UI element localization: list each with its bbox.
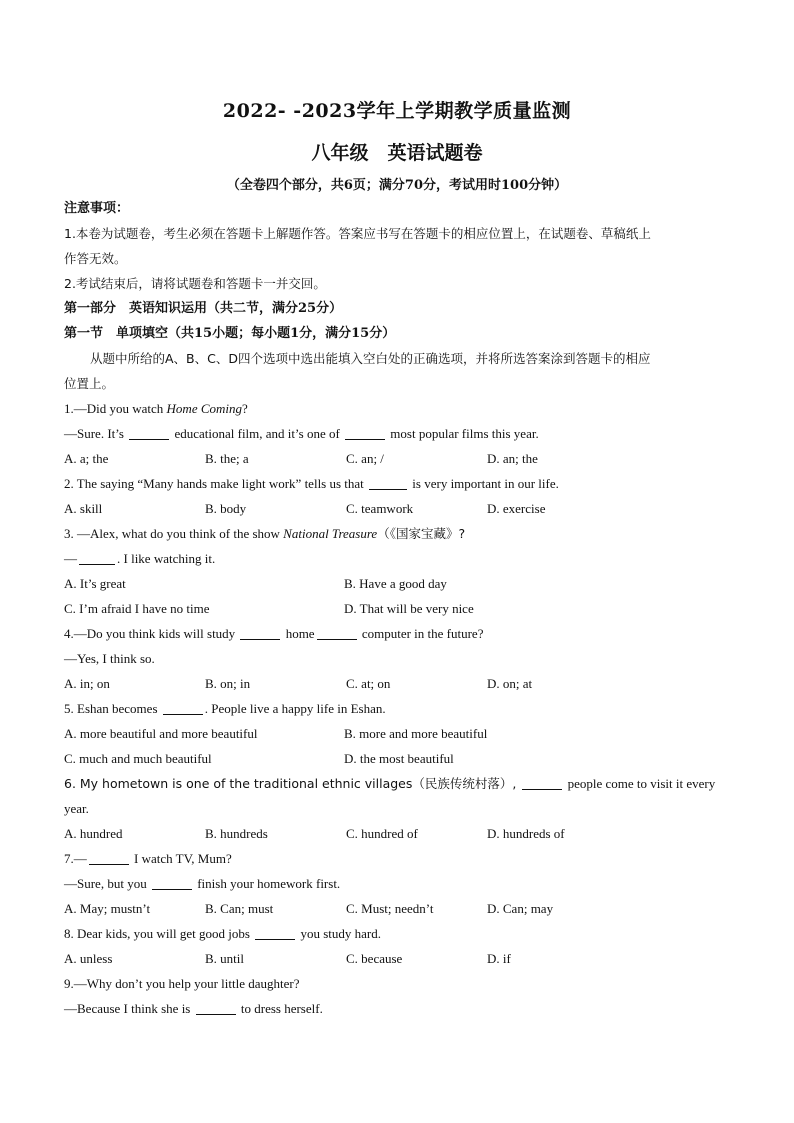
option-d: D. That will be very nice <box>344 601 474 616</box>
question-2-options <box>64 496 730 521</box>
question-1-response: —Sure. It’s educational film, and it’s one of most popular films this year. <box>64 426 539 441</box>
notice-item-1-cont: 作答无效。 <box>64 251 127 266</box>
question-6-options <box>64 821 730 846</box>
question-5-prompt: 5. Eshan becomes . People live a happy life in Eshan. <box>64 701 386 716</box>
option-a: A. a; the <box>64 451 109 466</box>
answer-blank <box>369 475 407 490</box>
section-instruction-cont: 位置上。 <box>64 376 115 391</box>
option-a: A. skill <box>64 501 103 516</box>
option-d: D. if <box>487 951 511 966</box>
question-2-prompt: 2. The saying “Many hands make light work” tells us that is very important in our life. <box>64 476 559 491</box>
option-a: A. hundred <box>64 826 123 841</box>
exam-info: （全卷四个部分，共6页；满分70分，考试用时100分钟） <box>226 178 568 193</box>
question-8-prompt: 8. Dear kids, you will get good jobs you study hard. <box>64 926 381 941</box>
exam-subject: 八年级 英语试题卷 <box>311 142 483 164</box>
question-3-response: — . I like watching it. <box>64 551 216 566</box>
option-c: C. at; on <box>346 676 391 691</box>
question-5-options-row-2 <box>64 746 730 771</box>
option-c: C. I’m afraid I have no time <box>64 601 210 616</box>
option-c: C. teamwork <box>346 501 414 516</box>
question-7-prompt: 7.— I watch TV, Mum? <box>64 851 232 866</box>
answer-blank <box>240 625 280 640</box>
notice-heading: 注意事项： <box>64 201 130 216</box>
option-a: A. unless <box>64 951 113 966</box>
section-1-heading: 第一节 单项填空（共15小题；每小题1分，满分15分） <box>64 326 396 341</box>
answer-blank <box>196 1000 236 1015</box>
notice-item-1: 1.本卷为试题卷，考生必须在答题卡上解题作答。答案应书写在答题卡的相应位置上，在试题卷、草稿纸上 <box>64 226 651 241</box>
question-4-options <box>64 671 730 696</box>
answer-blank <box>255 925 295 940</box>
question-6-prompt: 6. My hometown is one of the traditional ethnic villages（民族传统村落）, people come to visit it every <box>64 776 716 791</box>
option-a: A. more beautiful and more beautiful <box>64 726 258 741</box>
film-title: Home Coming <box>166 401 243 416</box>
question-7-options <box>64 896 730 921</box>
answer-blank <box>345 425 385 440</box>
option-d: D. hundreds of <box>487 826 565 841</box>
question-6-prompt-cont: year. <box>64 801 89 816</box>
exam-body <box>64 196 730 1021</box>
option-a: A. It’s great <box>64 576 126 591</box>
option-b: B. more and more beautiful <box>344 726 488 741</box>
show-title: National Treasure <box>283 526 378 541</box>
part-1-heading: 第一部分 英语知识运用（共二节，满分25分） <box>64 301 343 316</box>
answer-blank <box>522 775 562 790</box>
question-9-prompt: 9.—Why don’t you help your little daughter? <box>64 976 300 991</box>
option-b: B. until <box>205 951 245 966</box>
answer-blank <box>317 625 357 640</box>
question-5-options-row-1 <box>64 721 730 746</box>
option-d: D. the most beautiful <box>344 751 454 766</box>
answer-blank <box>129 425 169 440</box>
question-3-options-row-2 <box>64 596 730 621</box>
exam-title: 2022- -2023学年上学期教学质量监测 <box>222 100 572 122</box>
section-instruction: 从题中所给的A、B、C、D四个选项中选出能填入空白处的正确选项，并将所选答案涂到答题卡的相应 <box>90 351 651 366</box>
question-7-response: —Sure, but you finish your homework first. <box>64 876 341 891</box>
notice-item-2: 2.考试结束后，请将试题卷和答题卡一并交回。 <box>64 276 326 291</box>
answer-blank <box>152 875 192 890</box>
option-b: B. Have a good day <box>344 576 447 591</box>
option-a: A. May; mustn’t <box>64 901 151 916</box>
option-c: C. Must; needn’t <box>346 901 434 916</box>
question-4-prompt: 4.—Do you think kids will study home computer in the future? <box>64 626 484 641</box>
option-c: C. because <box>346 951 403 966</box>
option-d: D. Can; may <box>487 901 554 916</box>
option-c: C. an; / <box>346 451 384 466</box>
question-3-prompt: 3. —Alex, what do you think of the show National Treasure（《国家宝藏》? <box>64 526 466 541</box>
option-d: D. on; at <box>487 676 533 691</box>
question-3-options-row-1 <box>64 571 730 596</box>
option-d: D. an; the <box>487 451 538 466</box>
option-b: B. Can; must <box>205 901 274 916</box>
option-b: B. hundreds <box>205 826 268 841</box>
option-d: D. exercise <box>487 501 546 516</box>
answer-blank <box>79 550 115 565</box>
option-b: B. on; in <box>205 676 251 691</box>
option-a: A. in; on <box>64 676 110 691</box>
answer-blank <box>163 700 203 715</box>
answer-blank <box>89 850 129 865</box>
option-c: C. hundred of <box>346 826 418 841</box>
question-8-options <box>64 946 730 971</box>
question-1-options <box>64 446 730 471</box>
option-b: B. body <box>205 501 247 516</box>
option-b: B. the; a <box>205 451 249 466</box>
question-9-response: —Because I think she is to dress herself. <box>64 1001 323 1016</box>
option-c: C. much and much beautiful <box>64 751 212 766</box>
question-1-prompt: 1.—Did you watch Home Coming? <box>64 401 248 416</box>
question-4-response: —Yes, I think so. <box>64 651 155 666</box>
